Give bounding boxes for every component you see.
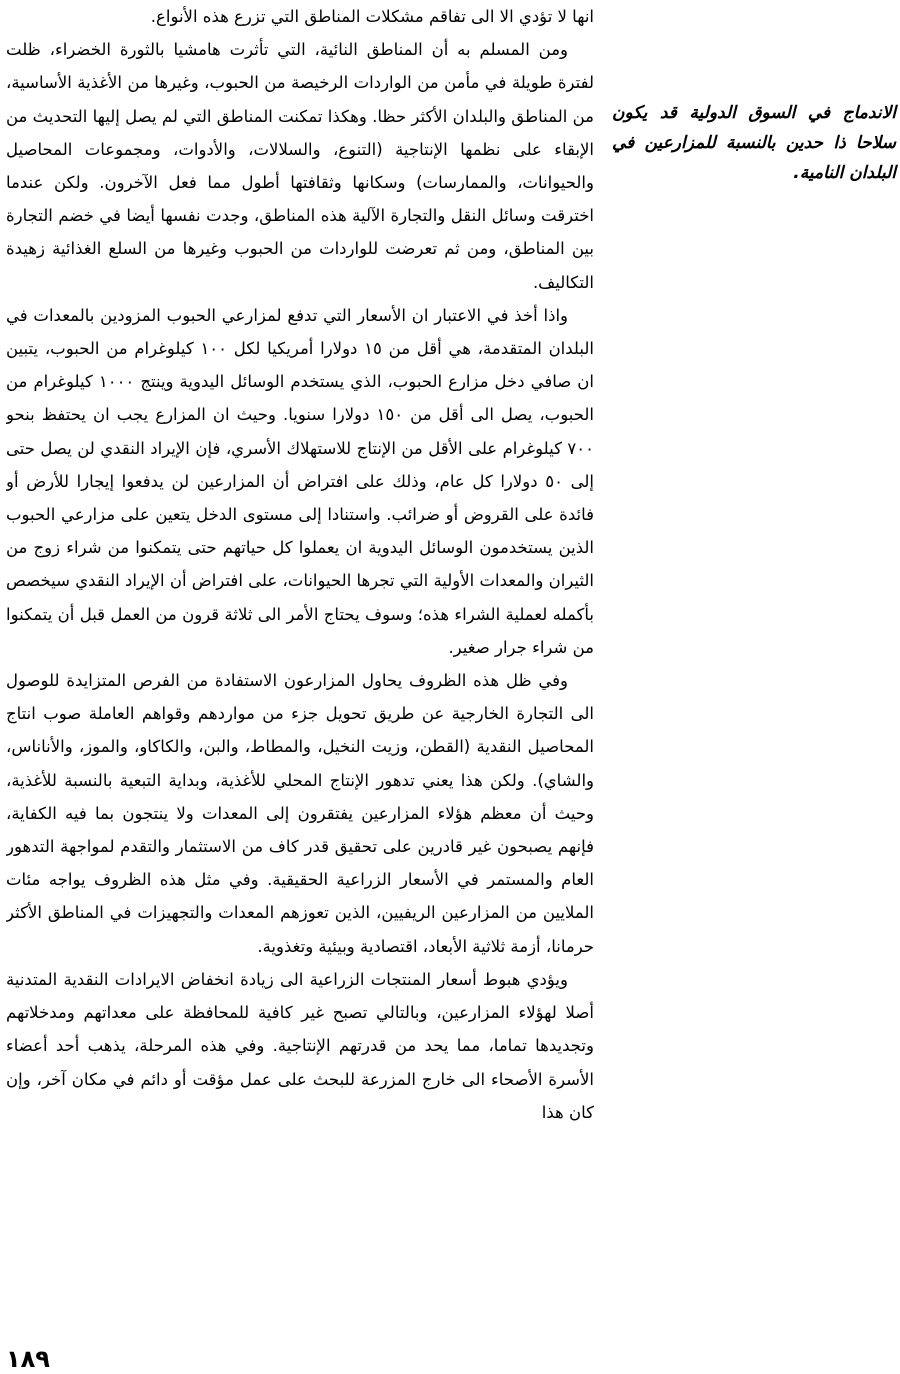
main-text-column (6, 0, 594, 1340)
paragraph-cash-crops: وفي ظل هذه الظروف يحاول المزارعون الاستفادة من الفرص المتزايدة للوصول الى التجارة الخارجية عن طريق تحويل جزء من مواردهم وقواهم العاملة صوب انتاج المحاصيل النقدية (القطن، وزيت النخيل، والمطاط، والبن، والكاكاو، والموز، والأناناس، والشاي). ولكن هذا يعني تدهور الإنتاج المحلي للأغذية، وبداية التبعية بالنسبة للأغذية، وحيث أن معظم هؤلاء المزارعين يفتقرون إلى المعدات ولا ينتجون بما فيه الكفاية، فإنهم يصبحون غير قادرين على تحقيق قدر كاف من الاستثمار والتقدم لمواجهة التدهور العام والمستمر في الأسعار الزراعية الحقيقية. وفي مثل هذه الظروف يواجه مئات الملايين من المزارعين الريفيين، الذين تعوزهم المعدات والتجهيزات في المناطق الأكثر حرمانا، أزمة ثلاثية الأبعاد، اقتصادية وبيئية وتغذوية. (6, 671, 594, 956)
paragraph-falling-prices: ويؤدي هبوط أسعار المنتجات الزراعية الى زيادة انخفاض الايرادات النقدية المتدنية أصلا لهؤلاء المزارعين، وبالتالي تصبح غير كافية للمحافظة على معداتهم ومدخلاتهم وتجديدها تماما، مما يحد من قدرتهم الإنتاجية. وفي هذه المرحلة، يذهب أحد أعضاء الأسرة الأصحاء الى خارج المزرعة للبحث على عمل مؤقت أو دائم في مكان آخر، وإن كان هذا (6, 969, 594, 1122)
paragraph-continuation: انها لا تؤدي الا الى تفاقم مشكلات المناطق التي تزرع هذه الأنواع. (150, 7, 594, 26)
page-number: ١٨٩ (6, 1345, 50, 1373)
paragraph-grain-prices: واذا أخذ في الاعتبار ان الأسعار التي تدفع لمزارعي الحبوب المزودين بالمعدات في البلدان المتقدمة، هي أقل من ١٥ دولارا أمريكيا لكل ١٠٠ كيلوغرام من الحبوب، يتبين ان صافي دخل مزارع الحبوب، الذي يستخدم الوسائل اليدوية وينتج ١٠٠٠ كيلوغرام من الحبوب، يصل الى أقل من ١٥٠ دولارا سنويا. وحيث ان المزارع يجب ان يحتفظ بنحو ٧٠٠ كيلوغرام على الأقل من الإنتاج للاستهلاك الأسري، فإن الإيراد النقدي لن يصل حتى إلى ٥٠ دولارا كل عام، وذلك على افتراض أن المزارعين لن يدفعوا إيجارا للأرض أو فائدة على القروض أو ضرائب. واستنادا إلى مستوى الدخل يتعين على مزارعي الحبوب الذين يستخدمون الوسائل اليدوية ان يعملوا كل حياتهم حتى يتمكنوا من شراء زوج من الثيران والمعدات الأولية التي تجرها الحيوانات، على افتراض أن الإيراد النقدي سيخصص بأكمله لعملية الشراء هذه؛ وسوف يحتاج الأمر الى ثلاثة قرون من العمل قبل أن يتمكنوا من شراء جرار صغير. (6, 305, 594, 657)
paragraph-remote-areas: ومن المسلم به أن المناطق النائية، التي تأثرت هامشيا بالثورة الخضراء، ظلت لفترة طويلة في مأمن من الواردات الرخيصة من الحبوب، وغيرها من الأغذية الأساسية، من المناطق والبلدان الأكثر حظا. وهكذا تمكنت المناطق التي لم يصل إليها التحديث من الإبقاء على نظمها الإنتاجية (التنوع، والسلالات، والأدوات، ومجموعات المحاصيل والحيوانات، والممارسات) وسكانها وثقافتها أطول مما فعل الآخرون. ولكن عندما اخترقت وسائل النقل والتجارة الآلية هذه المناطق، وجدت نفسها أيضا في خضم التجارة بين المناطق، ومن ثم تعرضت للواردات من الحبوب وغيرها من السلع الغذائية زهيدة التكاليف. (6, 40, 594, 292)
margin-note: الاندماج في السوق الدولية قد يكون سلاحا ذا حدين بالنسبة للمزارعين في البلدان النامية. (612, 103, 896, 183)
